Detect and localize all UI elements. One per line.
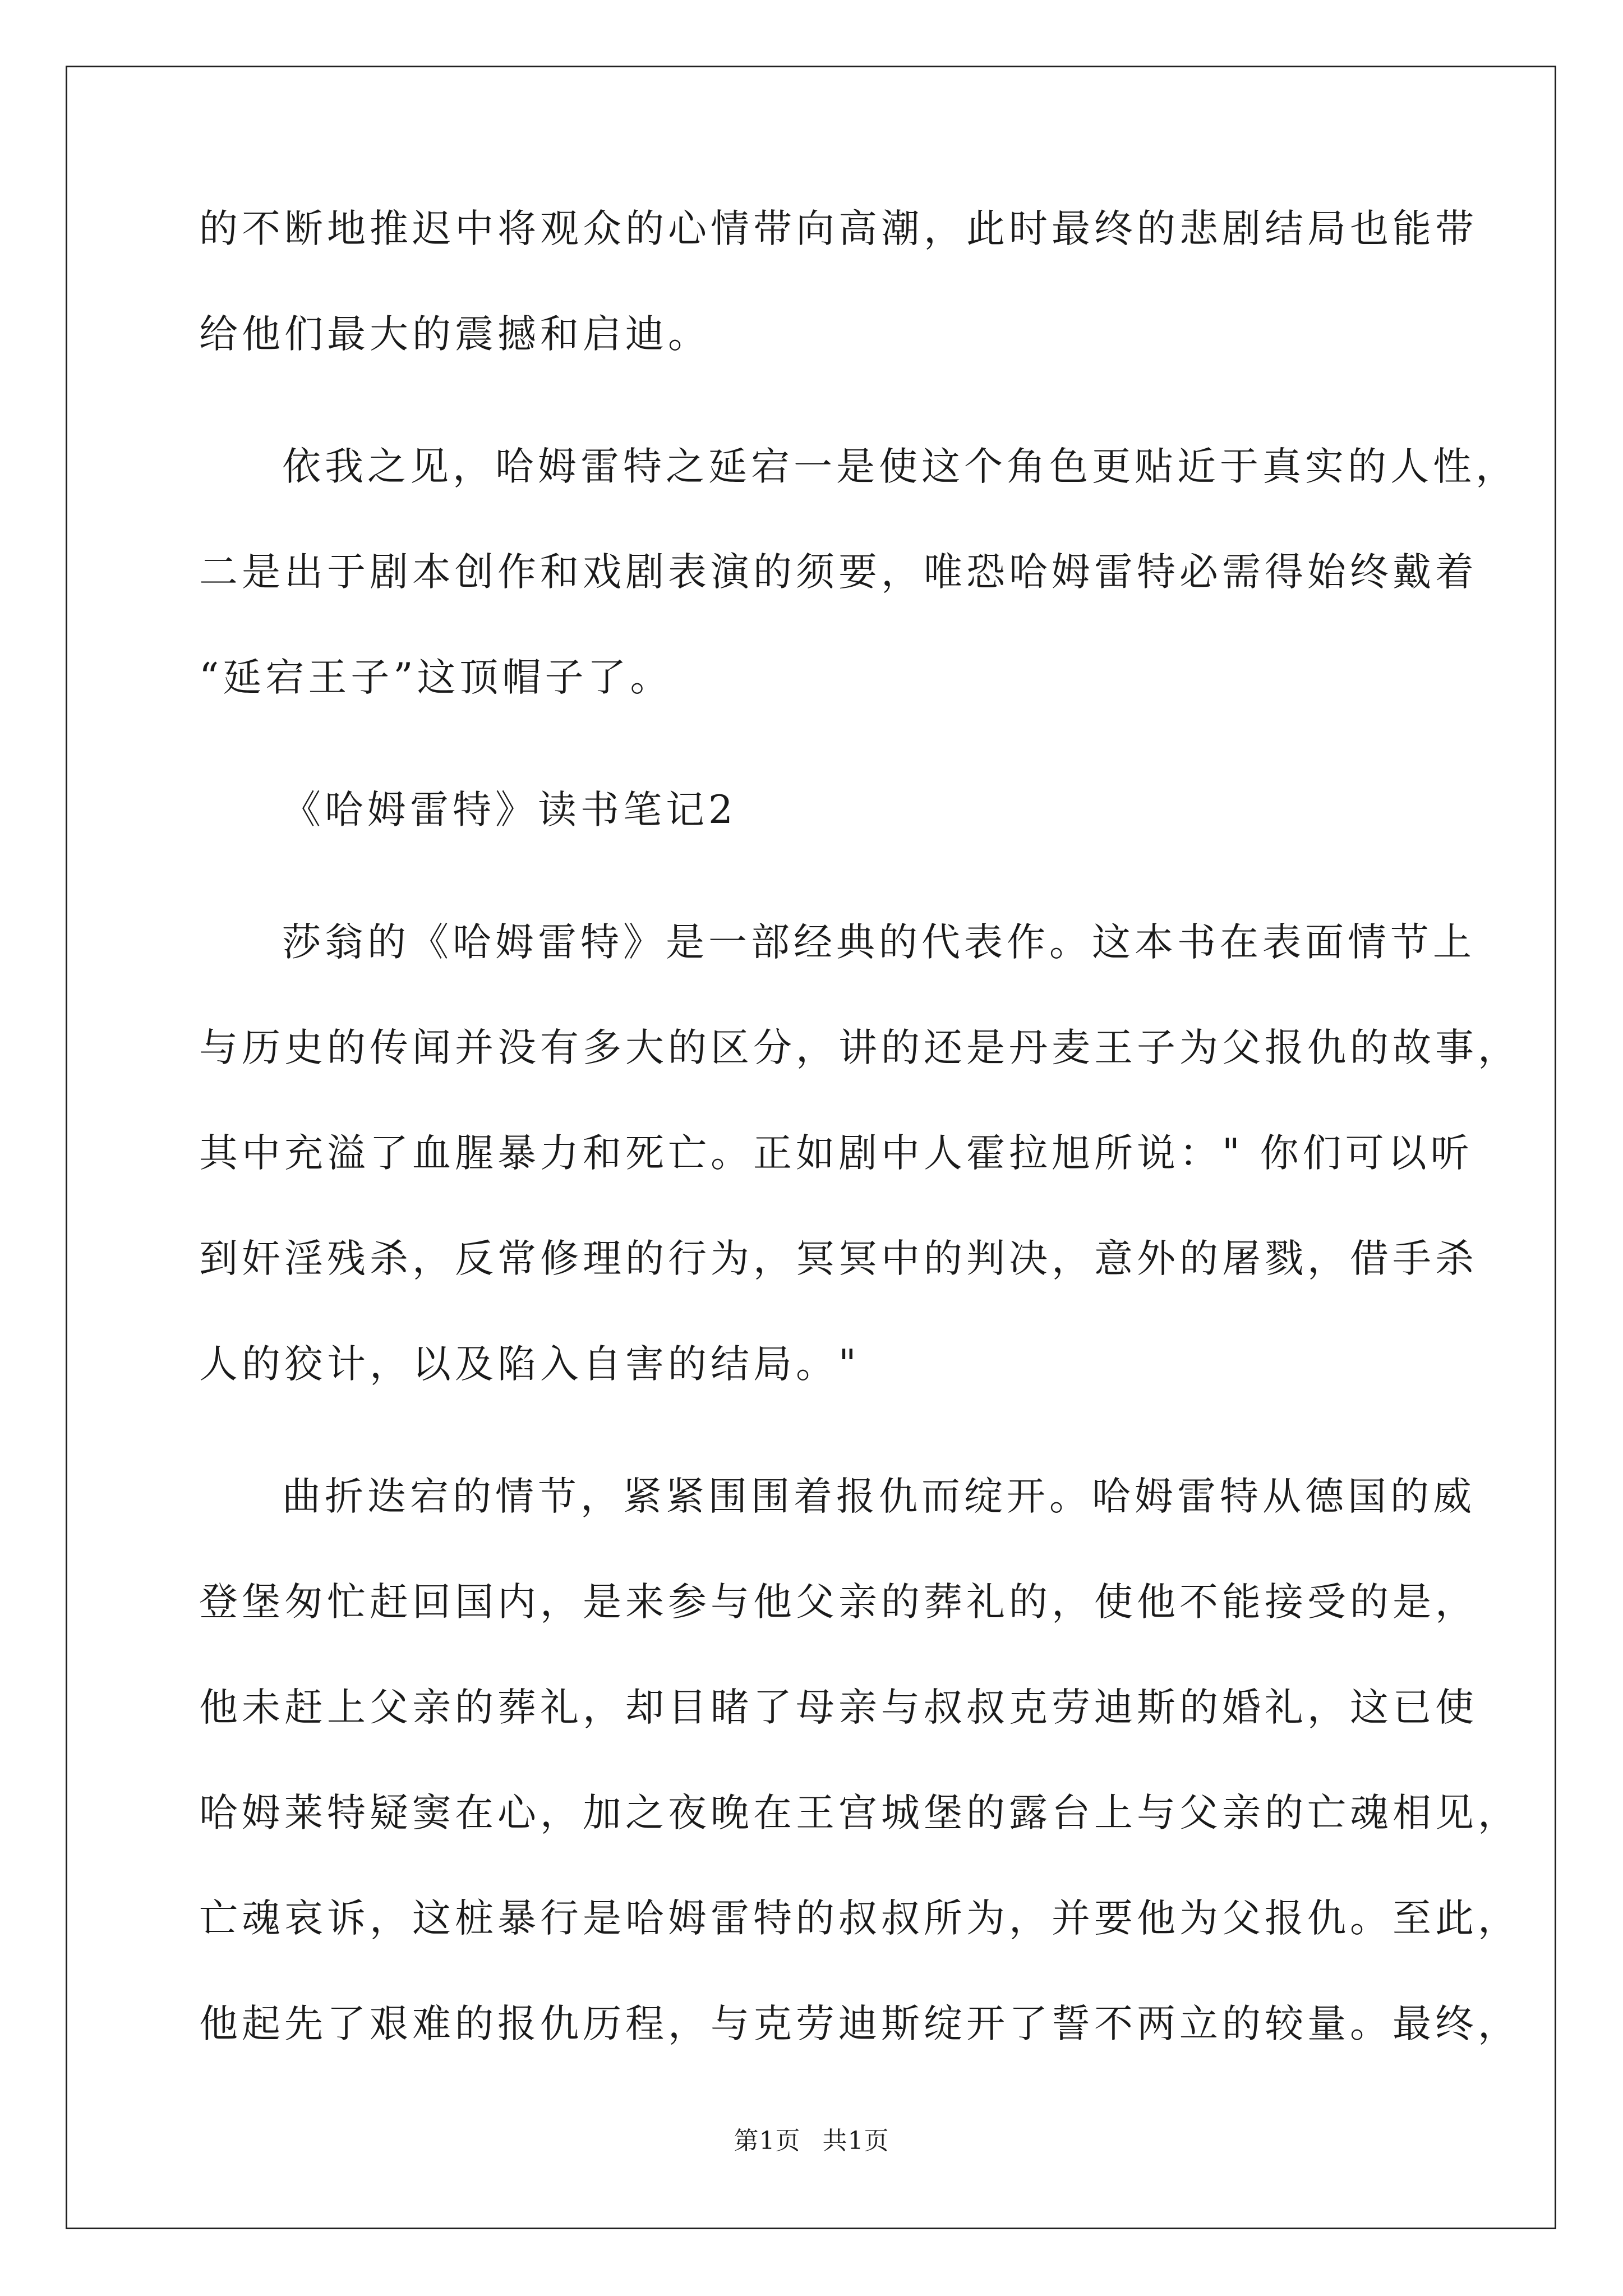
text-line: 二是出于剧本创作和戏剧表演的须要，唯恐哈姆雷特必需得始终戴着 — [199, 550, 1478, 595]
page-total: 共1页 — [822, 2127, 889, 2155]
text-line: 人的狡计，以及陷入自害的结局。" — [199, 1342, 860, 1387]
text-line: 依我之见，哈姆雷特之延宕一是使这个角色更贴近于真实的人性， — [282, 444, 1518, 489]
text-line: 其中充溢了血腥暴力和死亡。正如剧中人霍拉旭所说：" 你们可以听 — [199, 1131, 1473, 1176]
text-line: 《哈姆雷特》读书笔记2 — [282, 788, 737, 832]
text-line: 他起先了艰难的报仇历程，与克劳迪斯绽开了誓不两立的较量。最终， — [199, 2001, 1520, 2046]
text-line: 莎翁的《哈姆雷特》是一部经典的代表作。这本书在表面情节上 — [282, 920, 1476, 965]
text-line: 与历史的传闻并没有多大的区分，讲的还是丹麦王子为父报仇的故事， — [199, 1025, 1520, 1070]
text-line: “延宕王子”这顶帽子了。 — [199, 655, 673, 700]
page-footer — [0, 2120, 1623, 2156]
text-line: 到奸淫残杀，反常修理的行为，冥冥中的判决，意外的屠戮，借手杀 — [199, 1236, 1478, 1281]
text-line: 给他们最大的震撼和启迪。 — [199, 312, 711, 357]
text-line: 登堡匆忙赶回国内，是来参与他父亲的葬礼的，使他不能接受的是， — [199, 1580, 1478, 1625]
text-line: 哈姆莱特疑窦在心，加之夜晚在王宫城堡的露台上与父亲的亡魂相见， — [199, 1791, 1520, 1835]
text-line: 亡魂哀诉，这桩暴行是哈姆雷特的叔叔所为，并要他为父报仇。至此， — [199, 1896, 1520, 1941]
text-line: 曲折迭宕的情节，紧紧围围着报仇而绽开。哈姆雷特从德国的威 — [282, 1474, 1476, 1519]
text-line: 他未赶上父亲的葬礼，却目睹了母亲与叔叔克劳迪斯的婚礼，这已使 — [199, 1685, 1478, 1730]
page-number: 第1页 — [734, 2127, 801, 2155]
text-line: 的不断地推迟中将观众的心情带向高潮，此时最终的悲剧结局也能带 — [199, 206, 1478, 251]
